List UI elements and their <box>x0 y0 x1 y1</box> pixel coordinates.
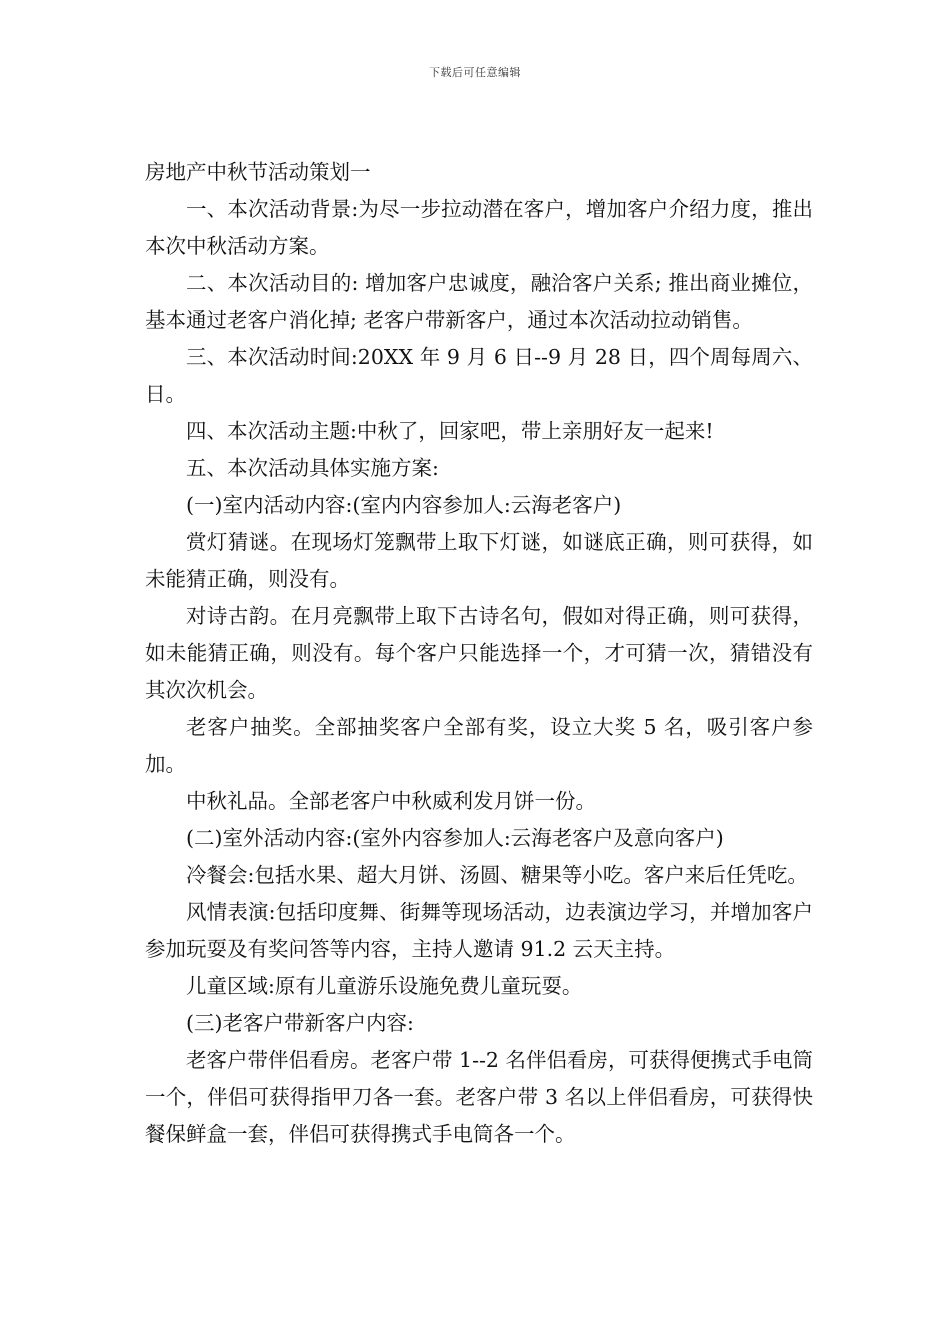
page-header-note: 下载后可任意编辑 <box>429 66 521 79</box>
paragraph-background: 一、本次活动背景:为尽一步拉动潜在客户，增加客户介绍力度，推出本次中秋活动方案。 <box>145 197 813 258</box>
paragraph-children-area: 儿童区域:原有儿童游乐设施免费儿童玩耍。 <box>186 974 583 998</box>
paragraph-referral-details: 老客户带伴侣看房。老客户带 1--2 名伴侣看房，可获得便携式手电筒一个，伴侣可获得指甲刀各一套。老客户带 3 名以上伴侣看房，可获得快餐保鲜盒一套，伴侣可获得携式手电筒各一个。 <box>145 1048 813 1146</box>
paragraph-lantern-riddles: 赏灯猜谜。在现场灯笼飘带上取下灯谜，如谜底正确，则可获得，如未能猜正确，则没有。 <box>145 530 813 591</box>
paragraph-lottery: 老客户抽奖。全部抽奖客户全部有奖，设立大奖 5 名，吸引客户参加。 <box>145 715 813 776</box>
paragraph-referral-heading: (三)老客户带新客户内容: <box>186 1011 414 1035</box>
document-body <box>145 154 813 1153</box>
paragraph-gifts: 中秋礼品。全部老客户中秋威利发月饼一份。 <box>186 789 596 813</box>
document-title: 房地产中秋节活动策划一 <box>145 160 371 184</box>
paragraph-plan-heading: 五、本次活动具体实施方案: <box>186 456 439 480</box>
paragraph-purpose: 二、本次活动目的: 增加客户忠诚度，融洽客户关系; 推出商业摊位，基本通过老客户消化掉; 老客户带新客户，通过本次活动拉动销售。 <box>145 271 813 332</box>
paragraph-theme: 四、本次活动主题:中秋了，回家吧，带上亲朋好友一起来! <box>186 419 714 443</box>
paragraph-poetry: 对诗古韵。在月亮飘带上取下古诗名句，假如对得正确，则可获得，如未能猜正确，则没有。每个客户只能选择一个，才可猜一次，猜错没有其次次机会。 <box>145 604 813 702</box>
paragraph-indoor-heading: (一)室内活动内容:(室内内容参加人:云海老客户) <box>186 493 622 517</box>
paragraph-time: 三、本次活动时间:20XX 年 9 月 6 日--9 月 28 日，四个周每周六、日。 <box>145 345 813 406</box>
paragraph-outdoor-heading: (二)室外活动内容:(室外内容参加人:云海老客户及意向客户) <box>186 826 724 850</box>
paragraph-performance: 风情表演:包括印度舞、街舞等现场活动，边表演边学习，并增加客户参加玩耍及有奖问答等内容，主持人邀请 91.2 云天主持。 <box>145 900 813 961</box>
paragraph-buffet: 冷餐会:包括水果、超大月饼、汤圆、糖果等小吃。客户来后任凭吃。 <box>186 863 808 887</box>
